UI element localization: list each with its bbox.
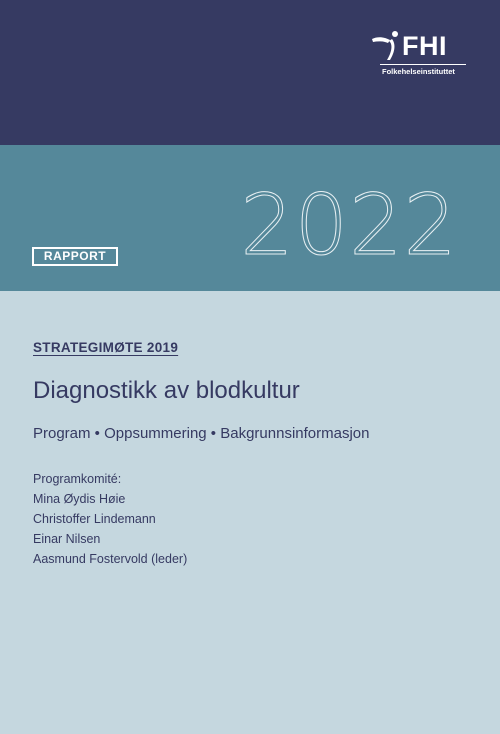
committee-member: Christoffer Lindemann [33, 512, 156, 526]
fhi-figure-icon [370, 30, 402, 62]
report-title: Diagnostikk av blodkultur [33, 377, 300, 404]
report-type-badge: RAPPORT [32, 247, 118, 266]
fhi-logo [370, 30, 480, 80]
logo-subtitle: Folkehelseinstituttet [382, 67, 455, 76]
header-band [0, 0, 500, 145]
series-label: STRATEGIMØTE 2019 [33, 340, 179, 355]
committee-heading: Programkomité: [33, 472, 122, 486]
committee-member: Aasmund Fostervold (leder) [33, 552, 188, 566]
report-year: 2022 [240, 176, 458, 274]
logo-divider [380, 64, 466, 65]
committee-member: Einar Nilsen [33, 532, 101, 546]
report-content [33, 340, 480, 569]
report-subtitle: Program • Oppsummering • Bakgrunnsinformasjon [33, 425, 370, 442]
committee-member: Mina Øydis Høie [33, 492, 126, 506]
logo-text: FHI [402, 31, 447, 61]
committee-list [33, 469, 480, 569]
